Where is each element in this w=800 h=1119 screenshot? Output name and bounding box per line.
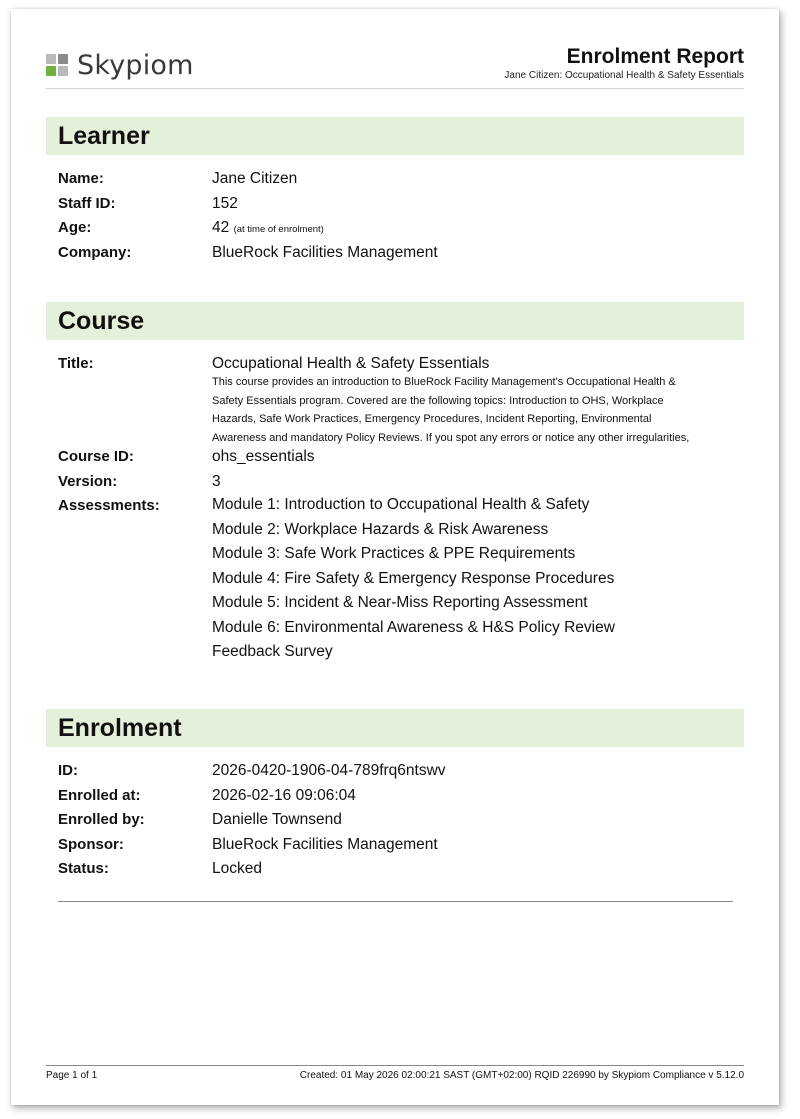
skypiom-logo-icon [46,54,68,76]
name-value: Jane Citizen [212,170,298,187]
version-label: Version: [58,472,118,490]
enrolled-at-value: 2026-02-16 09:06:04 [212,786,356,804]
enrolled-by-row [58,810,744,835]
enrolled-by-label: Enrolled by: [58,811,145,828]
assessment-item: Module 6: Environmental Awareness & H&S Policy Review [212,618,615,636]
enrolment-heading: Enrolment [58,713,182,742]
name-label: Name: [58,170,104,187]
status-label: Status: [58,860,109,877]
logo [46,50,194,80]
course-title-row [58,354,744,447]
course-assessments-row [58,496,744,665]
assessment-item: Module 4: Fire Safety & Emergency Response Procedures [212,569,615,587]
course-id-label: Course ID: [58,448,134,465]
content-end-divider [58,901,733,902]
enrolled-at-row [58,786,744,811]
staff-id-value: 152 [212,194,238,212]
learner-name-row [58,169,744,194]
enrolment-id-label: ID: [58,762,78,779]
report-header [46,45,744,89]
assessments-label: Assessments: [58,497,160,514]
page-number: Page 1 of 1 [46,1070,98,1081]
company-value: BlueRock Facilities Management [212,243,438,261]
course-heading-bar [46,302,744,340]
title-label: Title: [58,355,94,372]
age-value: 42 [212,219,230,236]
course-id-value: ohs_essentials [212,448,315,465]
created-info: Created: 01 May 2026 02:00:21 SAST (GMT+02:00) RQID 226990 by Skypiom Compliance v 5.12.0 [299,1070,744,1081]
staff-id-label: Staff ID: [58,194,116,212]
enrolled-by-value: Danielle Townsend [212,811,342,828]
report-subtitle: Jane Citizen: Occupational Health & Safety Essentials [504,70,744,81]
learner-company-row [58,243,744,268]
description-line: Hazards, Safe Work Practices, Emergency Procedures, Incident Reporting, Environmental [212,413,652,425]
enrolment-id-value: 2026-0420-1906-04-789frq6ntswv [212,762,446,779]
enrolled-at-label: Enrolled at: [58,786,141,804]
header-divider [46,88,744,89]
learner-section [46,117,744,267]
version-value: 3 [212,472,221,490]
footer-divider [46,1065,744,1066]
age-note: (at time of enrolment) [233,224,324,235]
logo-text: Skypiom [77,49,194,81]
sponsor-row [58,835,744,860]
course-title-value: Occupational Health & Safety Essentials [212,355,490,372]
course-description [212,373,717,447]
company-label: Company: [58,243,132,261]
assessment-item: Feedback Survey [212,643,333,660]
assessments-list [212,493,615,665]
learner-heading-bar [46,117,744,155]
enrolment-heading-bar [46,709,744,747]
description-line: Safety Essentials program. Covered are the following topics: Introduction to OHS, Workplace [212,394,664,407]
assessment-item: Module 5: Incident & Near-Miss Reporting Assessment [212,594,588,611]
course-section [46,302,744,665]
assessment-item: Module 1: Introduction to Occupational Health & Safety [212,496,590,513]
learner-staff-id-row [58,194,744,219]
status-row [58,859,744,884]
learner-heading: Learner [58,121,150,150]
sponsor-value: BlueRock Facilities Management [212,835,438,853]
status-value: Locked [212,860,262,877]
course-id-row [58,447,744,472]
sponsor-label: Sponsor: [58,835,124,853]
course-heading: Course [58,306,145,335]
report-page [11,9,779,1105]
learner-age-row [58,218,744,243]
description-line: This course provides an introduction to BlueRock Facility Management's Occupational Health & [212,376,676,388]
assessment-item: Module 3: Safe Work Practices & PPE Requirements [212,545,576,562]
report-title: Enrolment Report [566,45,744,68]
enrolment-section [46,709,744,884]
assessment-item: Module 2: Workplace Hazards & Risk Awareness [212,520,549,538]
description-line: Awareness and mandatory Policy Reviews. If you spot any errors or notice any other irregularities, [212,431,690,444]
age-label: Age: [58,219,92,236]
enrolment-id-row [58,761,744,786]
